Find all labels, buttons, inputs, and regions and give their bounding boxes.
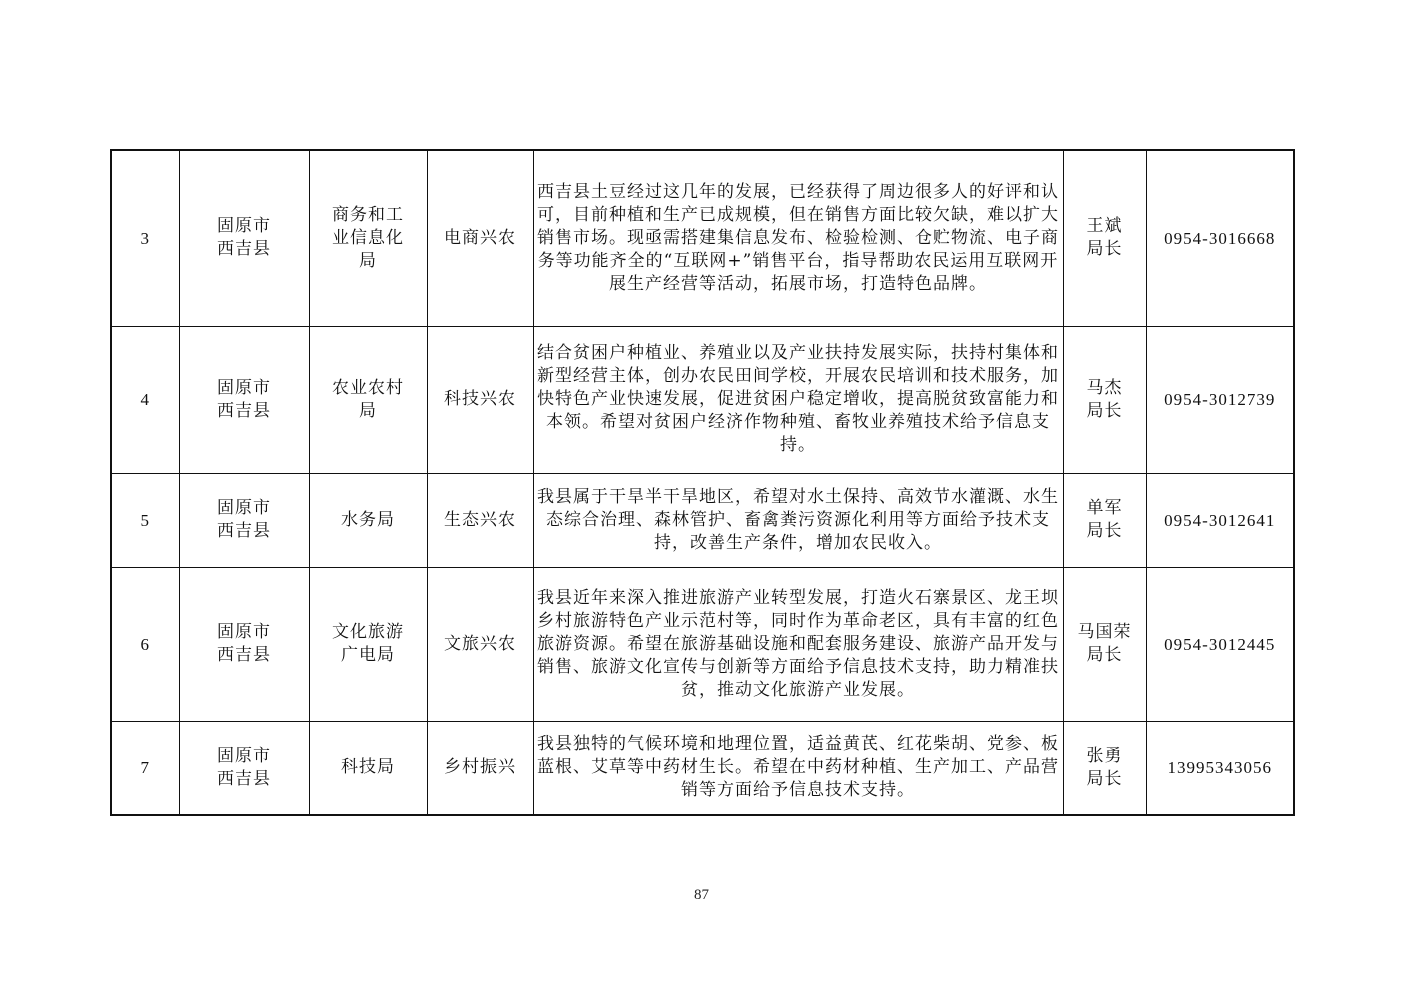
region-cell-line: 固原市 [217, 216, 271, 237]
region-cell-line: 固原市 [217, 745, 271, 766]
demand-table [110, 149, 1295, 816]
contact-cell-line: 局长 [1086, 521, 1123, 541]
contact-cell-line: 马杰 [1086, 377, 1123, 398]
description-cell: 我县独特的气候环境和地理位置，适益黄芪、红花柴胡、党参、板蓝根、艾草等中药材生长。希望在中药材种植、生产加工、产品营销等方面给予信息技术支持。 [533, 721, 1063, 815]
department-cell-line: 局 [359, 400, 377, 421]
phone-cell: 13995343056 [1146, 721, 1294, 815]
contact-cell-line: 局长 [1086, 400, 1123, 421]
table-body [111, 150, 1294, 815]
department-cell-line: 局 [359, 250, 377, 271]
department-cell-line: 文化旅游 [332, 622, 404, 642]
region-cell-line: 西吉县 [217, 400, 271, 421]
theme-cell: 电商兴农 [427, 150, 533, 326]
description-cell: 我县近年来深入推进旅游产业转型发展，打造火石寨景区、龙王坝乡村旅游特色产业示范村等，同时作为革命老区，具有丰富的红色旅游资源。希望在旅游基础设施和配套服务建设、旅游产品开发与销售、旅游文化宣传与创新等方面给予信息技术支持，助力精准扶贫，推动文化旅游产业发展。 [533, 567, 1063, 721]
description-cell: 我县属于干旱半干旱地区，希望对水土保持、高效节水灌溉、水生态综合治理、森林管护、畜禽粪污资源化利用等方面给予技术支持，改善生产条件，增加农民收入。 [533, 473, 1063, 567]
region-cell-line: 西吉县 [217, 239, 271, 260]
theme-cell: 生态兴农 [427, 473, 533, 567]
row-number-cell: 5 [111, 473, 179, 567]
table-row [111, 326, 1294, 473]
phone-cell: 0954-3012641 [1146, 473, 1294, 567]
phone-cell: 0954-3012445 [1146, 567, 1294, 721]
contact-cell-line: 马国荣 [1077, 622, 1132, 642]
table-row [111, 721, 1294, 815]
description-cell: 西吉县土豆经过这几年的发展，已经获得了周边很多人的好评和认可，目前种植和生产已成规模，但在销售方面比较欠缺，难以扩大销售市场。现亟需搭建集信息发布、检验检测、仓贮物流、电子商务等功能齐全的“互联网+”销售平台，指导帮助农民运用互联网开展生产经营等活动，拓展市场，打造特色品牌。 [533, 150, 1063, 326]
region-cell-line: 西吉县 [217, 768, 271, 789]
region-cell [179, 150, 309, 326]
phone-cell: 0954-3016668 [1146, 150, 1294, 326]
contact-cell-line: 局长 [1086, 239, 1123, 260]
row-number-cell: 7 [111, 721, 179, 815]
theme-cell: 文旅兴农 [427, 567, 533, 721]
department-cell-line: 商务和工 [332, 204, 404, 225]
region-cell-line: 西吉县 [217, 521, 271, 541]
department-cell [309, 473, 427, 567]
region-cell-line: 固原市 [217, 622, 271, 642]
page-number: 87 [694, 887, 709, 903]
region-cell [179, 326, 309, 473]
department-cell [309, 721, 427, 815]
contact-cell-line: 局长 [1086, 645, 1123, 665]
contact-cell-line: 张勇 [1086, 745, 1123, 766]
contact-cell [1063, 567, 1146, 721]
department-cell [309, 150, 427, 326]
row-number-cell: 6 [111, 567, 179, 721]
table-row [111, 567, 1294, 721]
table-row [111, 150, 1294, 326]
contact-cell [1063, 326, 1146, 473]
phone-cell: 0954-3012739 [1146, 326, 1294, 473]
region-cell-line: 固原市 [217, 377, 271, 398]
description-cell: 结合贫困户种植业、养殖业以及产业扶持发展实际，扶持村集体和新型经营主体，创办农民田间学校，开展农民培训和技术服务，加快特色产业快速发展，促进贫困户稳定增收，提高脱贫致富能力和本领。希望对贫困户经济作物种殖、畜牧业养殖技术给予信息支持。 [533, 326, 1063, 473]
region-cell [179, 473, 309, 567]
table-row [111, 473, 1294, 567]
contact-cell-line: 单军 [1086, 498, 1123, 518]
region-cell [179, 721, 309, 815]
region-cell-line: 固原市 [217, 498, 271, 518]
department-cell-line: 广电局 [341, 645, 395, 665]
region-cell-line: 西吉县 [217, 645, 271, 665]
theme-cell: 科技兴农 [427, 326, 533, 473]
department-cell-line: 科技局 [341, 757, 395, 778]
contact-cell-line: 局长 [1086, 768, 1123, 789]
theme-cell: 乡村振兴 [427, 721, 533, 815]
row-number-cell: 3 [111, 150, 179, 326]
department-cell-line: 水务局 [341, 509, 395, 530]
contact-cell [1063, 150, 1146, 326]
department-cell-line: 农业农村 [332, 377, 404, 398]
contact-cell [1063, 473, 1146, 567]
row-number-cell: 4 [111, 326, 179, 473]
contact-cell-line: 王斌 [1086, 216, 1123, 237]
region-cell [179, 567, 309, 721]
department-cell [309, 326, 427, 473]
department-cell-line: 业信息化 [332, 227, 404, 248]
contact-cell [1063, 721, 1146, 815]
department-cell [309, 567, 427, 721]
